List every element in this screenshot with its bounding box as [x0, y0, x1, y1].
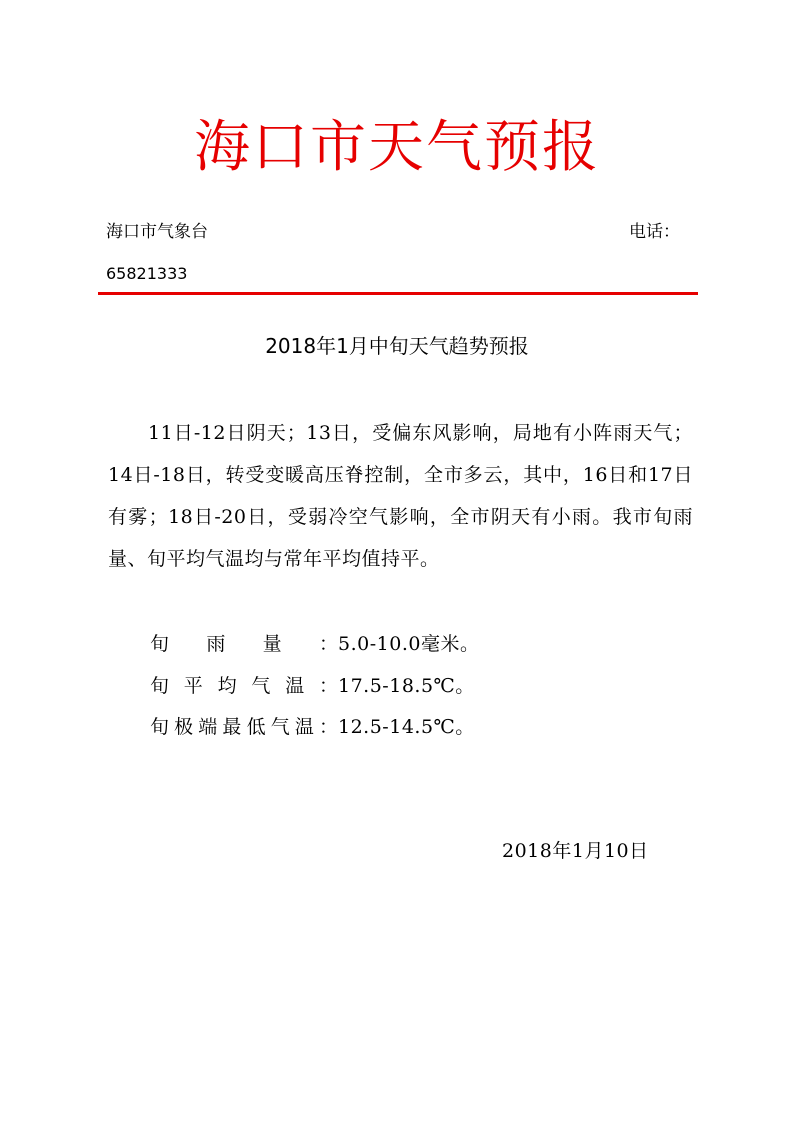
stat-value: 12.5-14.5℃。	[338, 716, 475, 738]
office-line	[106, 220, 680, 244]
stat-line-mean-temperature	[150, 666, 475, 706]
masthead-title: 海口市天气预报	[194, 115, 600, 180]
stat-label: 旬极端最低气温：	[150, 716, 338, 738]
telephone-number: 65821333	[106, 264, 188, 283]
issuing-office: 海口市气象台	[106, 222, 208, 242]
stat-value: 17.5-18.5℃。	[338, 675, 475, 697]
stat-line-rainfall	[150, 624, 479, 664]
red-divider	[98, 292, 698, 295]
stat-label: 旬雨量：	[150, 633, 338, 655]
issue-date: 2018年1月10日	[502, 840, 649, 862]
forecast-paragraph: 11日-12日阴天；13日，受偏东风影响，局地有小阵雨天气；14日-18日，转受变暖高压脊控制，全市多云，其中，16日和17日有雾；18日-20日，受弱冷空气影响，全市阴天有小雨。我市旬雨量、旬平均气温均与常年平均值持平。	[108, 422, 693, 570]
document-title: 2018年1月中旬天气趋势预报	[265, 334, 529, 358]
telephone-label: 电话：	[629, 222, 680, 242]
stat-label: 旬平均气温：	[150, 675, 338, 697]
stat-value: 5.0-10.0毫米。	[338, 633, 480, 655]
stat-line-min-temperature	[150, 707, 475, 747]
